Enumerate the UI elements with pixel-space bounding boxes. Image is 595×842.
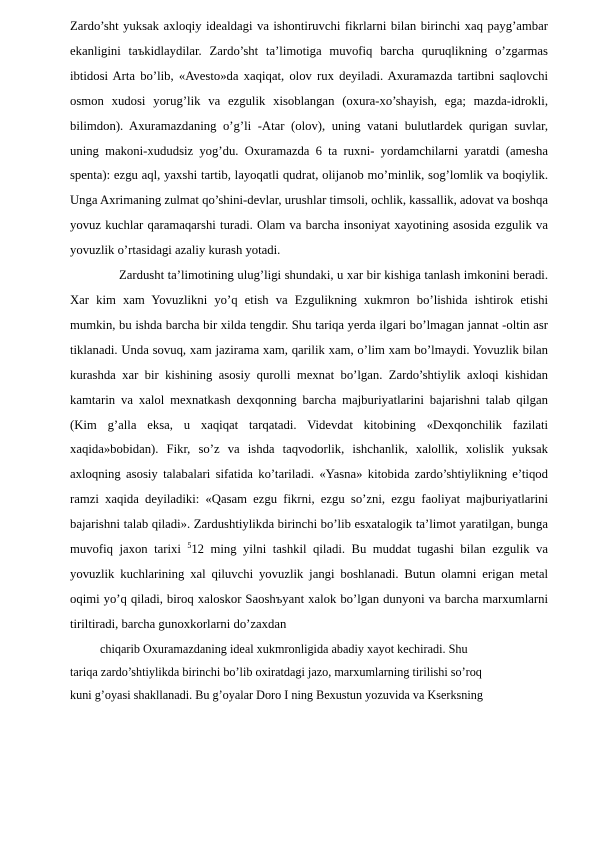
document-page [70,14,548,707]
text-line: chiqarib Oxuramazdaning ideal xukmronligida abadiy xayot kechiradi. Shu [100,641,468,656]
paragraph-zoroastrian-teaching [70,263,548,637]
paragraph-text-before-footnote: Zardusht ta’limotining ulug’ligi shundaki, u xar bir kishiga tanlash imkonini beradi. Xar kim xam Yovuzlikni yo’q etish va Ezgulikning xukmron bo’lishida ishtirok etishi mumkin, bu ishda barcha bir xilda tengdir. Shu tariqa yerda ilgari bo’lmagan jannat -oltin asr tiklanadi. Unda sovuq, xam jazirama xam, qarilik xam, o’lim xam bo’lmaydi. Yovuzlik bilan kurashda xar bir kishining asosiy qurolli mexnat bo’lgan. Zardo’shtiylik axloqi kishidan kamtarin va xalol mexnatkash dexqonning barcha majburiyatlarini bajarishni talab qilgan (Kim g’alla eksa, u xaqiqat tarqatadi. Videvdat kitobining «Dexqonchilik fazilati xaqida»bobidan). Fikr, so’z va ishda taqvodorlik, ishchanlik, xalollik, xolislik yuksak axloqning asosiy talabalari sifatida ko’tariladi. «Yasna» kitobida zardo’shtiylikning e’tiqod ramzi xaqida deyiladiki: «Qasam ezgu fikrni, ezgu so’zni, ezgu faoliyat majburiyatlarini bajarishni talab qiladi». Zardushtiylikda birinchi bo’lib esxatalogik ta’limot yaratilgan, bunga muvofiq jaxon tarixi [70,268,548,557]
text-line: kuni g’oyasi shakllanadi. Bu g’oyalar Doro I ning Bexustun yozuvida va Kserksning [70,687,483,702]
footnote-marker: 5 [187,541,192,551]
text-line: tariqa zardo’shtiylikda birinchi bo’lib oxiratdagi jazo, marxumlarning tirilishi so’roq [70,664,482,679]
paragraph-zoroaster-prophet: Zardo’sht yuksak axloqiy idealdagi va ishontiruvchi fikrlarni bilan birinchi xaq payg’ambar ekanligini taъkidlaydilar. Zardo’sht ta’limotiga muvofiq barcha quruqlikning o’zgarmas ibtidosi Arta bo’lib, «Avesto»da xaqiqat, olov rux deyiladi. Axuramazda tartibni saqlovchi osmon xudosi yorug’lik va ezgulik xisoblangan (oxura-xo’shayish, ega; mazda-idrokli, bilimdon). Axuramazdaning o’g’li -Atar (olov), uning vatani bulutlardek qurigan suvlar, uning makoni-xududsiz yog’du. Oxuramazda 6 ta ruxni- yordamchilarni yaratdi (amesha spenta): ezgu aql, yaxshi tartib, layoqatli qudrat, olijanob mo’minlik, sog’lomlik va boqiylik. Unga Axrimaning zulmat qo’shini-devlar, urushlar timsoli, ochlik, kassallik, adovat va boshqa yovuz kuchlar qaramaqarshi turadi. Olam va barcha insoniyat xayotining asosida ezgulik va yovuzlik o’rtasidagi azaliy kurash yotadi. [70,19,549,258]
paragraph-text-after-footnote: 12 ming yilni tashkil qiladi. Bu muddat tugashi bilan ezgulik va yovuzlik kuchlarining xal qiluvchi yovuzlik jangi boshlanadi. Butun olamni erigan metal oqimi yo’q qiladi, biroq xaloskor Saoshъyant xalok bo’lgan dunyoni va barcha marxumlarni tiriltiradi, barcha gunoxkorlarni do’zaxdan [70,542,548,631]
